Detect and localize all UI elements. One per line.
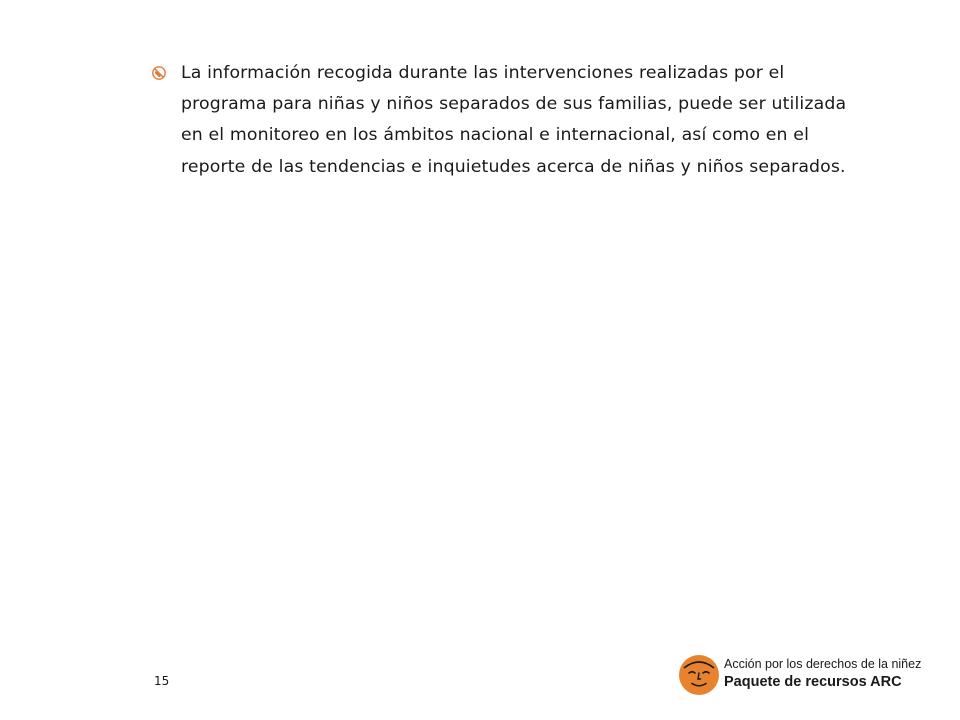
bullet-text [181, 58, 910, 183]
page-number: 15 [154, 674, 170, 688]
footer-logo [678, 654, 938, 700]
bullet-paragraph [150, 58, 910, 183]
bullet-icon [150, 64, 168, 82]
logo-tagline: Acción por los derechos de la niñez [724, 657, 922, 671]
bullet-line: programa para niñas y niños separados de sus familias, puede ser utilizada [181, 94, 847, 115]
logo-text [724, 656, 921, 692]
bullet-line: en el monitoreo en los ámbitos nacional e internacional, así como en el [181, 125, 810, 146]
logo-title: Paquete de recursos ARC [724, 674, 902, 690]
bullet-line: reporte de las tendencias e inquietudes acerca de niñas y niños separados. [181, 156, 846, 177]
bullet-line: La información recogida durante las intervenciones realizadas por el [181, 63, 785, 83]
arc-face-logo-icon [678, 654, 720, 696]
